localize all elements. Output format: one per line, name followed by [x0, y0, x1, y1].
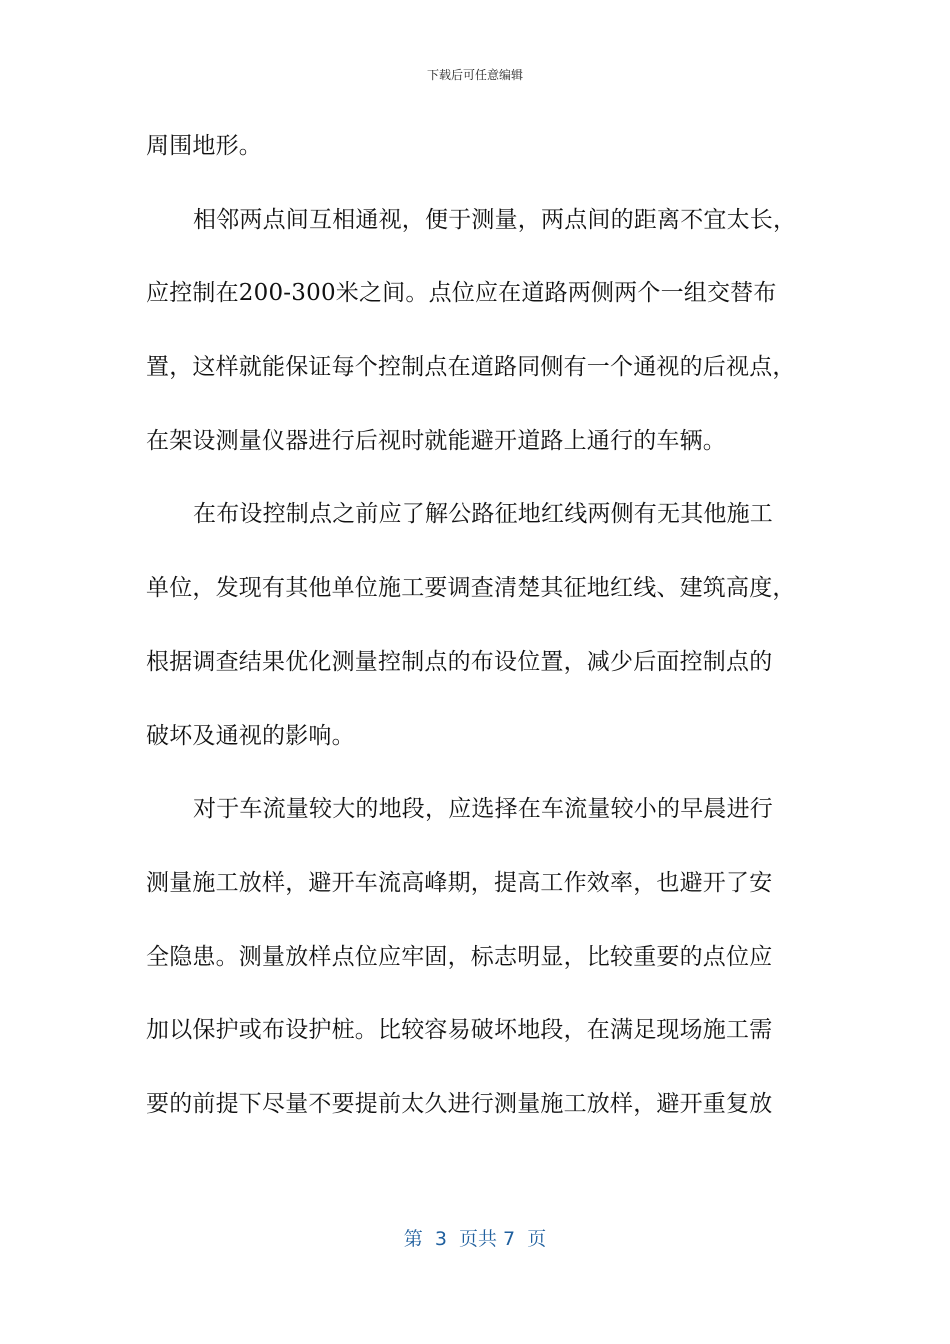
- text-line: 加以保护或布设护桩。比较容易破坏地段，在满足现场施工需: [146, 1017, 773, 1044]
- text-line: 要的前提下尽量不要提前太久进行测量施工放样，避开重复放: [146, 1090, 773, 1117]
- document-body: [146, 110, 806, 1142]
- text-line: 破坏及通视的影响。: [146, 722, 355, 749]
- text-line: 置，这样就能保证每个控制点在道路同侧有一个通视的后视点，: [146, 354, 796, 381]
- text-line: 在布设控制点之前应了解公路征地红线两侧有无其他施工: [193, 501, 773, 528]
- text-line: 测量施工放样，避开车流高峰期，提高工作效率，也避开了安: [146, 869, 773, 896]
- text-line: 在架设测量仪器进行后视时就能避开道路上通行的车辆。: [146, 427, 726, 454]
- text-line: 根据调查结果优化测量控制点的布设位置，减少后面控制点的: [146, 648, 773, 675]
- text-line: 相邻两点间互相通视，便于测量，两点间的距离不宜太长，: [193, 206, 797, 233]
- page-header: 下载后可任意编辑: [426, 68, 523, 82]
- text-line: 对于车流量较大的地段，应选择在车流量较小的早晨进行: [193, 796, 773, 823]
- text-line: 单位，发现有其他单位施工要调查清楚其征地红线、建筑高度，: [146, 575, 796, 602]
- page-number-footer: 第 3 页共 7 页: [403, 1228, 547, 1250]
- text-line: 周围地形。: [146, 133, 262, 159]
- text-line: 应控制在200-300米之间。点位应在道路两侧两个一组交替布: [146, 280, 777, 307]
- text-line: 全隐患。测量放样点位应牢固，标志明显，比较重要的点位应: [146, 943, 773, 970]
